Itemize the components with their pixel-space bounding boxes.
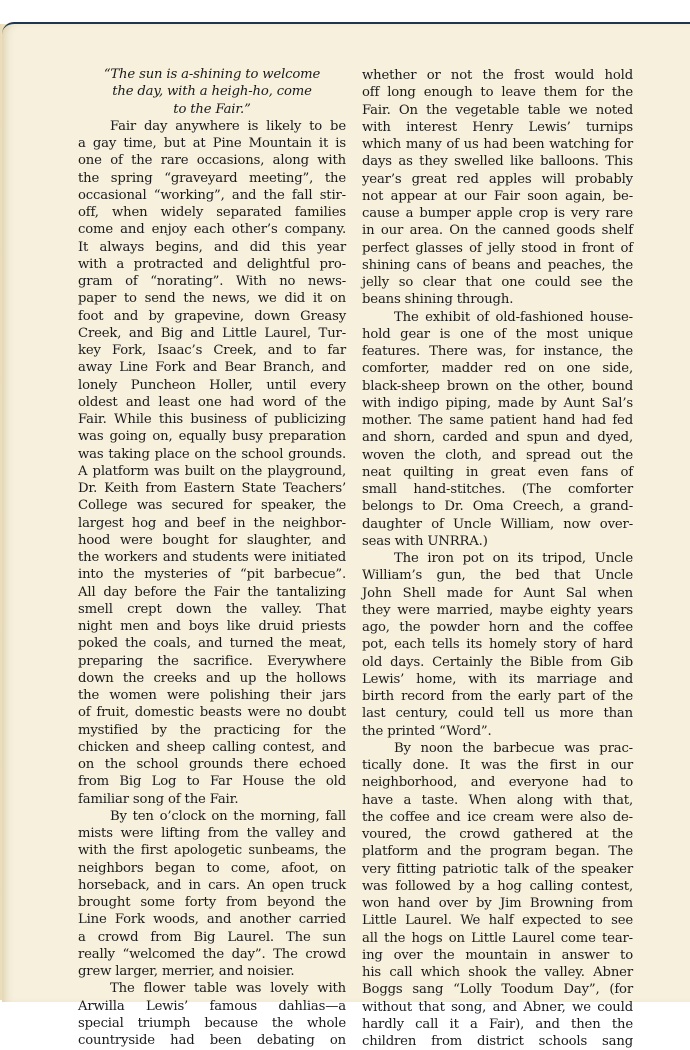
text-line: his call which shook the valley. Abner <box>362 965 633 980</box>
text-line: tically done. It was the first in our <box>362 758 633 773</box>
epigraph <box>78 66 346 118</box>
text-line: mother. The same patient hand had fed <box>362 413 633 428</box>
text-line: with indigo piping, made by Aunt Sal’s <box>362 395 633 411</box>
text-line: Little Laurel. We half expected to see <box>362 913 633 929</box>
text-line: the spring “graveyard meeting”, the <box>78 170 346 186</box>
text-line: won hand over by Jim Browning from <box>362 896 633 911</box>
text-line: pot, each tells its homely story of hard <box>362 637 633 653</box>
text-line: beans shining through. <box>362 292 514 308</box>
text-line: grew larger, merrier, and noisier. <box>78 964 295 979</box>
text-line: William’s gun, the bed that Uncle <box>362 568 633 584</box>
text-line: neat quilting in great even fans of <box>362 464 633 480</box>
text-line: features. There was, for instance, the <box>362 344 633 359</box>
text-line: countryside had been debating on <box>78 1033 346 1048</box>
text-line: neighbors began to come, afoot, on <box>78 860 346 876</box>
text-line: have a taste. When along with that, <box>362 792 633 808</box>
text-line: night men and boys like druid priests <box>78 619 346 634</box>
text-line: a crowd from Big Laurel. The sun <box>78 929 346 945</box>
text-line: gram of “norating”. With no news- <box>78 274 346 289</box>
text-line: off, when widely separated families <box>78 205 346 220</box>
text-line: special triumph because the whole <box>78 1015 346 1031</box>
text-line: lonely Puncheon Holler, until every <box>78 377 346 393</box>
text-line: come and enjoy each other’s company. <box>78 222 346 238</box>
text-line: paper to send the news, we did it on <box>78 291 346 307</box>
text-line: woven the cloth, and spread out the <box>362 447 633 463</box>
text-line: The iron pot on its tripod, Uncle <box>394 551 633 566</box>
text-line: without that song, and Abner, we could <box>362 999 633 1015</box>
text-line: the women were polishing their jars <box>78 688 346 703</box>
text-line: very fitting patriotic talk of the speaker <box>362 861 633 877</box>
text-line: not appear at our Fair soon again, be- <box>362 188 633 204</box>
text-line: ago, the powder horn and the coffee <box>362 620 633 635</box>
text-line: Boggs sang “Lolly Toodum Day”, (for <box>362 982 633 998</box>
text-line: which many of us had been watching for <box>362 137 633 152</box>
text-line: and shorn, carded and spun and dyed, <box>362 430 633 446</box>
text-line: children from district schools sang <box>362 1034 633 1049</box>
text-line: oldest and least one had word of the <box>78 394 346 410</box>
text-line: The exhibit of old-fashioned house- <box>394 309 633 325</box>
text-line: with a protracted and delightful pro- <box>78 256 346 272</box>
text-line: comforter, madder red on one side, <box>362 361 633 377</box>
text-line: with interest Henry Lewis’ turnips <box>362 119 633 135</box>
text-line: jelly so clear that one could see the <box>362 275 633 290</box>
text-line: All day before the Fair the tantalizing <box>78 584 346 600</box>
text-line: By ten o’clock on the morning, fall <box>110 808 346 824</box>
text-line: Dr. Keith from Eastern State Teachers’ <box>78 481 346 496</box>
text-line: was followed by a hog calling contest, <box>362 878 633 894</box>
text-line: away Line Fork and Bear Branch, and <box>78 360 346 376</box>
text-line: key Fork, Isaac’s Creek, and to far <box>78 343 346 358</box>
text-line: ing over the mountain in answer to <box>362 947 633 963</box>
text-line: Fair. While this business of publicizing <box>78 412 346 427</box>
text-line: familiar song of the Fair. <box>78 791 239 807</box>
epigraph-line: “The sun is a-shining to welcome <box>103 67 321 82</box>
text-line: It always begins, and did this year <box>78 239 346 255</box>
text-line: seas with UNRRA.) <box>362 533 488 549</box>
text-line: Creek, and Big and Little Laurel, Tur- <box>78 325 346 341</box>
right-column-body <box>362 67 633 1050</box>
text-line: daughter of Uncle William, now over- <box>362 516 633 532</box>
text-line: black-sheep brown on the other, bound <box>362 378 633 394</box>
text-line: Fair. On the vegetable table we noted <box>362 102 633 118</box>
text-line: really “welcomed the day”. The crowd <box>78 946 346 962</box>
text-line: the printed “Word”. <box>362 723 492 739</box>
text-line: voured, the crowd gathered at the <box>362 827 633 842</box>
text-line: cause a bumper apple crop is very rare <box>362 206 633 221</box>
text-line: largest hog and beef in the neighbor- <box>78 515 346 531</box>
text-line: down the creeks and up the hollows <box>78 670 346 686</box>
text-line: Fair day anywhere is likely to be <box>110 118 346 134</box>
text-line: into the mysteries of “pit barbecue”. <box>78 567 346 583</box>
text-line: off long enough to leave them for the <box>362 85 633 101</box>
text-line: was going on, equally busy preparation <box>78 429 346 445</box>
text-line: By noon the barbecue was prac- <box>394 740 633 756</box>
right-column <box>362 67 633 1050</box>
text-line: smell crept down the valley. That <box>78 601 346 617</box>
text-line: small hand-stitches. (The comforter <box>362 482 633 497</box>
text-line: the coffee and ice cream were also de- <box>362 809 633 825</box>
text-line: days as they swelled like balloons. This <box>362 154 633 170</box>
text-line: neighborhood, and everyone had to <box>362 775 633 791</box>
text-line: College was secured for speaker, the <box>78 498 346 514</box>
text-line: birth record from the early part of the <box>362 689 633 704</box>
text-line: from Big Log to Far House the old <box>78 774 346 790</box>
text-line: Line Fork woods, and another carried <box>78 912 346 928</box>
text-line: John Shell made for Aunt Sal when <box>362 585 633 601</box>
text-line: a gay time, but at Pine Mountain it is <box>78 136 346 151</box>
text-line: hold gear is one of the most unique <box>362 326 633 342</box>
text-line: year’s great red apples will probably <box>362 171 633 187</box>
text-line: preparing the sacrifice. Everywhere <box>78 653 346 669</box>
text-line: brought some forty from beyond the <box>78 895 346 910</box>
text-line: whether or not the frost would hold <box>362 68 633 83</box>
text-line: perfect glasses of jelly stood in front of <box>362 240 633 256</box>
text-line: mystified by the practicing for the <box>78 722 346 738</box>
text-line: platform and the program began. The <box>362 844 633 860</box>
text-line: old days. Certainly the Bible from Gib <box>362 654 633 670</box>
left-column-body <box>78 118 346 1050</box>
text-line: Lewis’ home, with its marriage and <box>362 671 633 687</box>
text-line: mists were lifting from the valley and <box>78 826 346 841</box>
text-line: hardly call it a Fair), and then the <box>362 1016 633 1032</box>
text-line: the workers and students were initiated <box>78 550 346 565</box>
epigraph-line: to the Fair.” <box>173 101 251 117</box>
text-line: was taking place on the school grounds. <box>78 446 346 462</box>
text-line: The flower table was lovely with <box>110 981 346 997</box>
text-line: foot and by grapevine, down Greasy <box>78 308 346 324</box>
text-line: A platform was built on the playground, <box>78 463 346 479</box>
text-line: shining cans of beans and peaches, the <box>362 257 633 273</box>
text-line: one of the rare occasions, along with <box>78 153 346 169</box>
text-line: poked the coals, and turned the meat, <box>78 636 346 652</box>
text-line: hood were bought for slaughter, and <box>78 532 346 548</box>
text-line: chicken and sheep calling contest, and <box>78 739 346 755</box>
text-line: last century, could tell us more than <box>362 706 633 722</box>
left-column <box>78 66 346 1049</box>
text-line: they were married, maybe eighty years <box>362 602 633 618</box>
text-line: all the hogs on Little Laurel come tear- <box>362 930 633 946</box>
text-line: Arwilla Lewis’ famous dahlias—a <box>78 998 346 1014</box>
text-line: horseback, and in cars. An open truck <box>78 877 346 893</box>
text-line: occasional “working”, and the fall stir- <box>78 187 346 203</box>
epigraph-line: the day, with a heigh-ho, come <box>112 84 312 100</box>
text-line: of fruit, domestic beasts were no doubt <box>78 705 346 721</box>
text-line: on the school grounds there echoed <box>78 757 346 772</box>
text-line: with the first apologetic sunbeams, the <box>78 843 346 859</box>
text-line: belongs to Dr. Oma Creech, a grand- <box>362 499 633 515</box>
text-line: in our area. On the canned goods shelf <box>362 223 633 239</box>
